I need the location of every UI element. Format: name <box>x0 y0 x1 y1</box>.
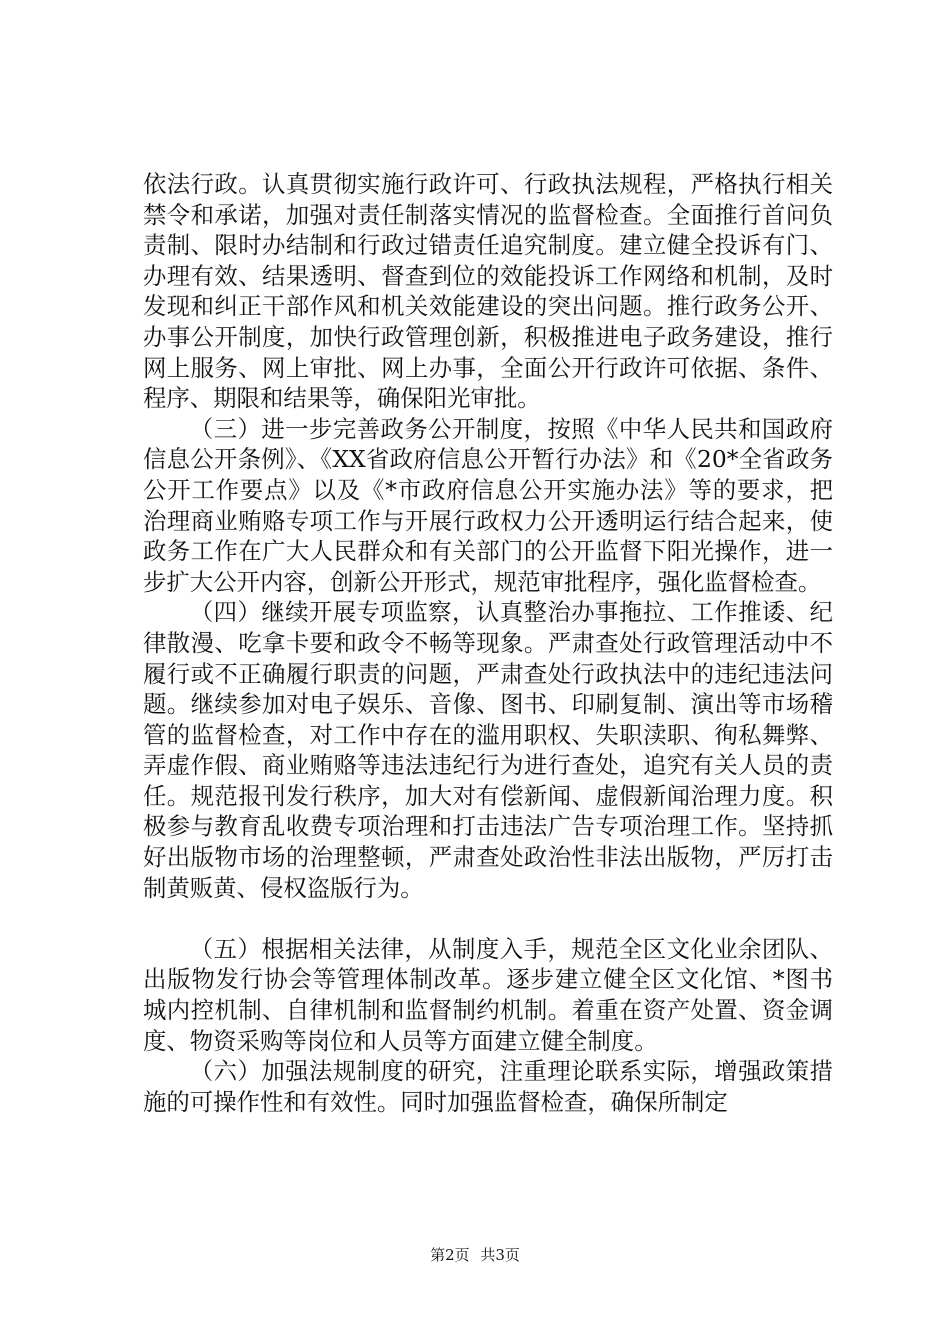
paragraph-section-4: （四）继续开展专项监察，认真整治办事拖拉、工作推诿、纪律散漫、吃拿卡要和政令不畅等现象。严肃查处行政管理活动中不履行或不正确履行职责的问题，严肃查处行政执法中的违纪违法问题。继续参加对电子娱乐、音像、图书、印刷复制、演出等市场稽管的监督检查，对工作中存在的滥用职权、失职渎职、徇私舞弊、弄虚作假、商业贿赂等违法违纪行为进行查处，追究有关人员的责任。规范报刊发行秩序，加大对有偿新闻、虚假新闻治理力度。积极参与教育乱收费专项治理和打击违法广告专项治理工作。坚持抓好出版物市场的治理整顿，严肃查处政治性非法出版物，严厉打击制黄贩黄、侵权盗版行为。 <box>143 598 833 902</box>
page-total: 共3页 <box>480 1246 520 1264</box>
paragraph-continued: 依法行政。认真贯彻实施行政许可、行政执法规程，严格执行相关禁令和承诺，加强对责任制落实情况的监督检查。全面推行首问负责制、限时办结制和行政过错责任追究制度。建立健全投诉有门、办理有效、结果透明、督查到位的效能投诉工作网络和机制，及时发现和纠正干部作风和机关效能建设的突出问题。推行政务公开、办事公开制度，加快行政管理创新，积极推进电子政务建设，推行网上服务、网上审批、网上办事，全面公开行政许可依据、条件、程序、期限和结果等，确保阳光审批。 <box>143 170 833 413</box>
page-footer <box>0 1245 950 1265</box>
paragraph-section-3: （三）进一步完善政务公开制度，按照《中华人民共和国政府信息公开条例》、《XX省政府信息公开暂行办法》和《20*全省政务公开工作要点》以及《*市政府信息公开实施办法》等的要求，把治理商业贿赂专项工作与开展行政权力公开透明运行结合起来，使政务工作在广大人民群众和有关部门的公开监督下阳光操作，进一步扩大公开内容，创新公开形式，规范审批程序，强化监督检查。 <box>143 414 833 596</box>
paragraph-section-5: （五）根据相关法律，从制度入手，规范全区文化业余团队、出版物发行协会等管理体制改革。逐步建立健全区文化馆、*图书城内控机制、自律机制和监督制约机制。着重在资产处置、资金调度、物资采购等岗位和人员等方面建立健全制度。 <box>143 934 833 1055</box>
document-body <box>143 169 833 1117</box>
page-number: 第2页 <box>430 1246 470 1264</box>
paragraph-section-6: （六）加强法规制度的研究，注重理论联系实际，增强政策措施的可操作性和有效性。同时加强监督检查，确保所制定 <box>143 1057 833 1116</box>
